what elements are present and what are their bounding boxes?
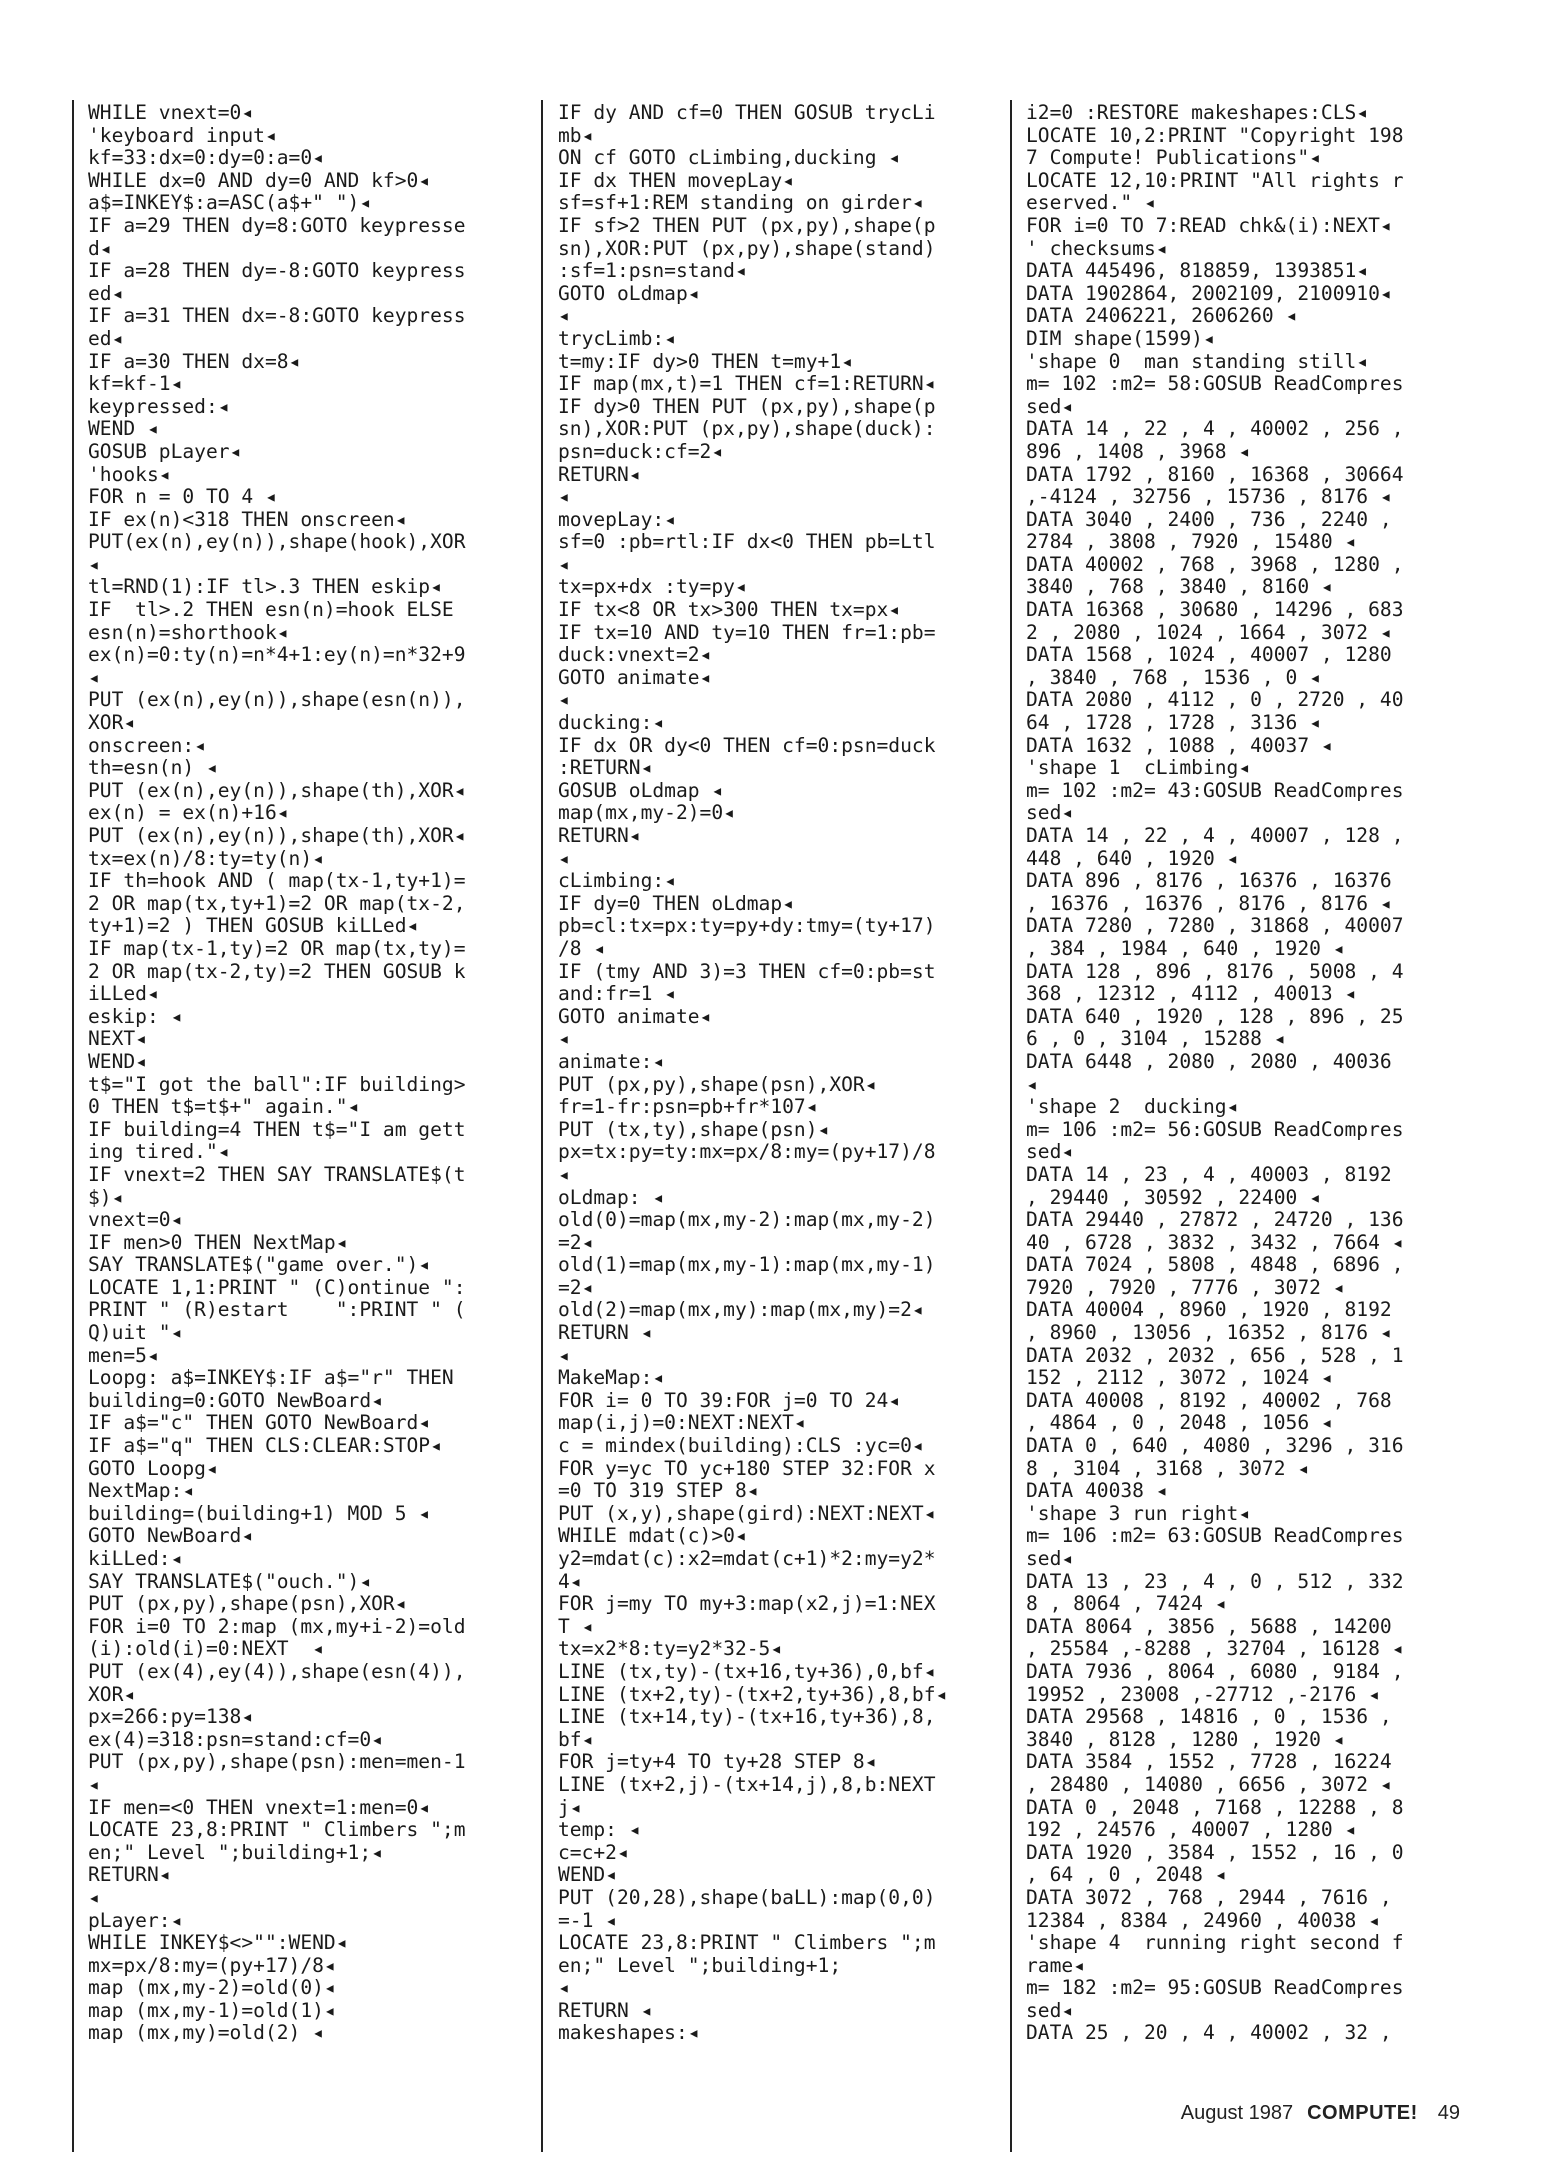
code-line: IF tl>.2 THEN esn(n)=hook ELSE (88, 598, 454, 622)
code-line: rame◂ (1026, 1953, 1085, 1977)
code-line: eskip: ◂ (88, 1004, 183, 1028)
code-line: m= 182 :m2= 95:GOSUB ReadCompres (1026, 1976, 1404, 2000)
column-rule-middle (541, 100, 543, 2152)
code-line: sed◂ (1026, 1140, 1074, 1164)
code-line: i2=0 :RESTORE makeshapes:CLS◂ (1026, 102, 1369, 124)
code-line: oLdmap: ◂ (558, 1185, 665, 1209)
code-line: 3840 , 8128 , 1280 , 1920 ◂ (1026, 1727, 1345, 1751)
code-line: 'shape 4 running right second f (1026, 1931, 1404, 1955)
code-line: IF a=30 THEN dx=8◂ (88, 349, 301, 373)
code-line: GOTO NewBoard◂ (88, 1524, 254, 1548)
code-line: tl=RND(1):IF tl>.3 THEN eskip◂ (88, 575, 442, 599)
code-line: sed◂ (1026, 1998, 1074, 2022)
code-line: :sf=1:psn=stand◂ (558, 259, 747, 283)
code-line: DATA 1568 , 1024 , 40007 , 1280 (1026, 643, 1392, 667)
code-line: building=(building+1) MOD 5 ◂ (88, 1501, 431, 1525)
code-line: GOSUB pLayer◂ (88, 439, 242, 463)
code-line: esn(n)=shorthook◂ (88, 620, 289, 644)
code-line: LOCATE 10,2:PRINT "Copyright 198 (1026, 123, 1404, 147)
code-line: ex(4)=318:psn=stand:cf=0◂ (88, 1727, 383, 1751)
code-line: fr=1-fr:psn=pb+fr*107◂ (558, 1095, 818, 1119)
code-line: IF sf>2 THEN PUT (px,py),shape(p (558, 213, 936, 237)
code-line: FOR j=ty+4 TO ty+28 STEP 8◂ (558, 1750, 877, 1774)
code-line: DATA 14 , 23 , 4 , 40003 , 8192 (1026, 1162, 1392, 1186)
code-line: tx=ex(n)/8:ty=ty(n)◂ (88, 846, 324, 870)
code-line: 'shape 0 man standing still◂ (1026, 349, 1369, 373)
code-line: IF a=28 THEN dy=-8:GOTO keypress (88, 259, 466, 283)
code-line: pLayer:◂ (88, 1908, 183, 1932)
code-line: PUT (ex(n),ey(n)),shape(th),XOR◂ (88, 778, 466, 802)
code-line: DATA 40004 , 8960 , 1920 , 8192 (1026, 1298, 1392, 1322)
code-line: =-1 ◂ (558, 1908, 617, 1932)
code-line: m= 102 :m2= 58:GOSUB ReadCompres (1026, 372, 1404, 396)
code-line: DATA 1902864, 2002109, 2100910◂ (1026, 281, 1392, 305)
code-line: 896 , 1408 , 3968 ◂ (1026, 439, 1251, 463)
column-rule-right (1010, 100, 1012, 2152)
code-line: T ◂ (558, 1614, 594, 1638)
code-line: IF (tmy AND 3)=3 THEN cf=0:pb=st (558, 959, 936, 983)
code-line: DATA 16368 , 30680 , 14296 , 683 (1026, 598, 1404, 622)
code-line: cLimbing:◂ (558, 869, 676, 893)
code-line: :RETURN◂ (558, 756, 653, 780)
code-line: DATA 2080 , 4112 , 0 , 2720 , 40 (1026, 688, 1404, 712)
code-line: XOR◂ (88, 711, 136, 735)
code-line: RETURN ◂ (558, 1321, 653, 1345)
code-line: en;" Level ";building+1; (558, 1953, 842, 1977)
code-line: ◂ (558, 552, 570, 576)
code-line: en;" Level ";building+1;◂ (88, 1840, 383, 1864)
code-line: tx=px+dx :ty=py◂ (558, 575, 747, 599)
code-line: , 25584 ,-8288 , 32704 , 16128 ◂ (1026, 1637, 1404, 1661)
code-line: RETURN◂ (88, 1863, 171, 1887)
code-line: y2=mdat(c):x2=mdat(c+1)*2:my=y2* (558, 1547, 936, 1570)
code-line: 6 , 0 , 3104 , 15288 ◂ (1026, 1027, 1286, 1051)
code-line: $)◂ (88, 1185, 124, 1209)
code-line: IF dy>0 THEN PUT (px,py),shape(p (558, 394, 936, 418)
code-line: 152 , 2112 , 3072 , 1024 ◂ (1026, 1366, 1333, 1390)
code-line: WEND◂ (558, 1863, 617, 1887)
code-line: j◂ (558, 1795, 582, 1819)
code-line: 192 , 24576 , 40007 , 1280 ◂ (1026, 1818, 1357, 1842)
code-line: WHILE vnext=0◂ (88, 102, 254, 124)
code-line: DATA 25 , 20 , 4 , 40002 , 32 , (1026, 2021, 1392, 2045)
code-line: px=tx:py=ty:mx=px/8:my=(py+17)/8 (558, 1140, 936, 1164)
code-line: =0 TO 319 STEP 8◂ (558, 1479, 759, 1503)
code-line: DATA 0 , 2048 , 7168 , 12288 , 8 (1026, 1795, 1404, 1819)
code-line: map(i,j)=0:NEXT:NEXT◂ (558, 1411, 806, 1435)
code-line: PUT (x,y),shape(gird):NEXT:NEXT◂ (558, 1501, 936, 1525)
code-line: 7920 , 7920 , 7776 , 3072 ◂ (1026, 1275, 1345, 1299)
code-line: IF dx OR dy<0 THEN cf=0:psn=duck (558, 733, 936, 757)
code-line: ed◂ (88, 281, 124, 305)
code-line: DATA 896 , 8176 , 16376 , 16376 (1026, 869, 1392, 893)
code-line: m= 106 :m2= 56:GOSUB ReadCompres (1026, 1117, 1404, 1141)
code-line: DATA 7280 , 7280 , 31868 , 40007 (1026, 914, 1404, 938)
code-line: PUT (px,py),shape(psn),XOR◂ (558, 1072, 877, 1096)
code-line: DATA 8064 , 3856 , 5688 , 14200 (1026, 1614, 1392, 1638)
code-line: 8 , 8064 , 7424 ◂ (1026, 1592, 1227, 1616)
code-line: PUT (ex(4),ey(4)),shape(esn(4)), (88, 1659, 466, 1683)
code-line: DATA 640 , 1920 , 128 , 896 , 25 (1026, 1004, 1404, 1028)
code-line: ◂ (558, 304, 570, 328)
code-line: GOTO Loopg◂ (88, 1456, 218, 1480)
code-line: GOTO oLdmap◂ (558, 281, 700, 305)
code-line: 2 OR map(tx-2,ty)=2 THEN GOSUB k (88, 959, 466, 983)
code-line: DATA 3072 , 768 , 2944 , 7616 , (1026, 1885, 1392, 1909)
code-line: IF dy=0 THEN oLdmap◂ (558, 891, 794, 915)
code-line: DATA 0 , 640 , 4080 , 3296 , 316 (1026, 1434, 1404, 1458)
code-line: ◂ (558, 1162, 570, 1186)
code-line: 'shape 2 ducking◂ (1026, 1095, 1239, 1119)
code-line: sn),XOR:PUT (px,py),shape(stand) (558, 236, 936, 260)
code-line: c = mindex(building):CLS :yc=0◂ (558, 1434, 924, 1458)
code-line: ◂ (88, 1772, 100, 1796)
code-line: FOR j=my TO my+3:map(x2,j)=1:NEX (558, 1592, 936, 1616)
code-line: PUT (px,py),shape(psn),XOR◂ (88, 1592, 407, 1616)
code-line: IF tx=10 AND ty=10 THEN fr=1:pb= (558, 620, 936, 644)
code-line: makeshapes:◂ (558, 2021, 700, 2045)
code-line: DATA 29440 , 27872 , 24720 , 136 (1026, 1208, 1404, 1232)
code-line: keypressed:◂ (88, 394, 230, 418)
code-line: 64 , 1728 , 1728 , 3136 ◂ (1026, 711, 1321, 735)
code-line: pb=cl:tx=px:ty=py+dy:tmy=(ty+17) (558, 914, 936, 938)
page-footer (1181, 2102, 1460, 2125)
code-line: DATA 1920 , 3584 , 1552 , 16 , 0 (1026, 1840, 1404, 1864)
code-line: d◂ (88, 236, 112, 260)
listing-column-2 (558, 102, 998, 2045)
code-line: ,-4124 , 32756 , 15736 , 8176 ◂ (1026, 485, 1392, 509)
code-line: FOR i=0 TO 2:map (mx,my+i-2)=old (88, 1614, 466, 1638)
code-line: map (mx,my-2)=old(0)◂ (88, 1976, 336, 2000)
code-line: PUT (px,py),shape(psn):men=men-1 (88, 1750, 466, 1774)
code-line: 'shape 3 run right◂ (1026, 1501, 1251, 1525)
code-line: DATA 2406221, 2606260 ◂ (1026, 304, 1298, 328)
code-line: LINE (tx+2,ty)-(tx+2,ty+36),8,bf◂ (558, 1682, 948, 1706)
code-line: a$=INKEY$:a=ASC(a$+" ")◂ (88, 191, 372, 215)
code-line: old(2)=map(mx,my):map(mx,my)=2◂ (558, 1298, 924, 1322)
code-line: , 8960 , 13056 , 16352 , 8176 ◂ (1026, 1321, 1392, 1345)
code-line: vnext=0◂ (88, 1208, 183, 1232)
code-line: map (mx,my)=old(2) ◂ (88, 2021, 324, 2045)
code-line: px=266:py=138◂ (88, 1705, 254, 1729)
code-line: movepLay:◂ (558, 507, 676, 531)
code-line: IF map(tx-1,ty)=2 OR map(tx,ty)= (88, 936, 466, 960)
code-line: sn),XOR:PUT (px,py),shape(duck): (558, 417, 936, 441)
code-line: men=5◂ (88, 1343, 159, 1367)
code-line: old(1)=map(mx,my-1):map(mx,my-1) (558, 1253, 936, 1277)
code-line: 448 , 640 , 1920 ◂ (1026, 846, 1239, 870)
page-number: 49 (1437, 2102, 1460, 2124)
code-line: DATA 445496, 818859, 1393851◂ (1026, 259, 1369, 283)
code-line: LOCATE 12,10:PRINT "All rights r (1026, 168, 1404, 192)
code-line: IF dy AND cf=0 THEN GOSUB trycLi (558, 102, 936, 124)
code-line: ON cf GOTO cLimbing,ducking ◂ (558, 146, 901, 170)
code-line: DATA 40002 , 768 , 3968 , 1280 , (1026, 552, 1404, 576)
code-line: FOR y=yc TO yc+180 STEP 32:FOR x (558, 1456, 936, 1480)
code-line: , 4864 , 0 , 2048 , 1056 ◂ (1026, 1411, 1333, 1435)
code-line: ◂ (558, 485, 570, 509)
code-line: PUT (ex(n),ey(n)),shape(th),XOR◂ (88, 824, 466, 847)
code-line: =2◂ (558, 1275, 594, 1299)
code-line: DATA 7024 , 5808 , 4848 , 6896 , (1026, 1253, 1404, 1277)
code-line: trycLimb:◂ (558, 326, 676, 350)
code-line: DATA 7936 , 8064 , 6080 , 9184 , (1026, 1659, 1404, 1683)
code-line: WHILE mdat(c)>0◂ (558, 1524, 747, 1548)
code-line: IF dx THEN movepLay◂ (558, 168, 794, 192)
code-line: sed◂ (1026, 1547, 1074, 1570)
code-line: ◂ (88, 665, 100, 689)
code-line: bf◂ (558, 1727, 594, 1751)
code-line: 2 , 2080 , 1024 , 1664 , 3072 ◂ (1026, 620, 1392, 644)
code-line: sf=sf+1:REM standing on girder◂ (558, 191, 924, 215)
code-line: , 3840 , 768 , 1536 , 0 ◂ (1026, 665, 1321, 689)
code-line: RETURN ◂ (558, 1998, 653, 2022)
code-line: LINE (tx,ty)-(tx+16,ty+36),0,bf◂ (558, 1659, 936, 1683)
code-line: FOR i= 0 TO 39:FOR j=0 TO 24◂ (558, 1388, 901, 1412)
code-line: m= 106 :m2= 63:GOSUB ReadCompres (1026, 1524, 1404, 1548)
code-line: /8 ◂ (558, 936, 606, 960)
code-line: 19952 , 23008 ,-27712 ,-2176 ◂ (1026, 1682, 1380, 1706)
code-line: 368 , 12312 , 4112 , 40013 ◂ (1026, 982, 1357, 1006)
code-line: DATA 3040 , 2400 , 736 , 2240 , (1026, 507, 1392, 531)
code-line: IF a$="c" THEN GOTO NewBoard◂ (88, 1411, 431, 1435)
code-line: WHILE dx=0 AND dy=0 AND kf>0◂ (88, 168, 431, 192)
code-line: iLLed◂ (88, 982, 159, 1006)
code-line: 12384 , 8384 , 24960 , 40038 ◂ (1026, 1908, 1380, 1932)
code-line: old(0)=map(mx,my-2):map(mx,my-2) (558, 1208, 936, 1232)
code-line: c=c+2◂ (558, 1840, 629, 1864)
code-line: ed◂ (88, 326, 124, 350)
code-line: sed◂ (1026, 801, 1074, 825)
code-line: LOCATE 1,1:PRINT " (C)ontinue ": (88, 1275, 466, 1299)
code-line: mx=px/8:my=(py+17)/8◂ (88, 1953, 336, 1977)
code-line: and:fr=1 ◂ (558, 982, 676, 1006)
code-line: 'hooks◂ (88, 462, 171, 486)
code-line: GOTO animate◂ (558, 1004, 712, 1028)
code-line: =2◂ (558, 1230, 594, 1254)
code-line: sf=0 :pb=rtl:IF dx<0 THEN pb=Ltl (558, 530, 936, 554)
issue-date: August 1987 (1180, 2102, 1294, 2124)
code-line: ex(n) = ex(n)+16◂ (88, 801, 289, 825)
code-line: , 28480 , 14080 , 6656 , 3072 ◂ (1026, 1772, 1392, 1796)
code-line: DATA 6448 , 2080 , 2080 , 40036 (1026, 1049, 1392, 1073)
code-line: temp: ◂ (558, 1818, 641, 1842)
code-line: building=0:GOTO NewBoard◂ (88, 1388, 383, 1412)
code-line: , 384 , 1984 , 640 , 1920 ◂ (1026, 936, 1345, 960)
code-line: map (mx,my-1)=old(1)◂ (88, 1998, 336, 2022)
code-line: t=my:IF dy>0 THEN t=my+1◂ (558, 349, 853, 373)
listing-column-1 (88, 102, 528, 2045)
code-line: PUT (tx,ty),shape(psn)◂ (558, 1117, 830, 1141)
code-line: DATA 128 , 896 , 8176 , 5008 , 4 (1026, 959, 1404, 983)
code-line: ◂ (558, 1027, 570, 1051)
code-line: th=esn(n) ◂ (88, 756, 218, 780)
code-line: ◂ (1026, 1072, 1038, 1096)
code-line: SAY TRANSLATE$("game over.")◂ (88, 1253, 431, 1277)
code-line: DATA 3584 , 1552 , 7728 , 16224 (1026, 1750, 1392, 1774)
code-line: DATA 29568 , 14816 , 0 , 1536 , (1026, 1705, 1392, 1729)
code-line: DATA 1632 , 1088 , 40037 ◂ (1026, 733, 1333, 757)
code-line: ◂ (558, 1976, 570, 2000)
code-line: IF th=hook AND ( map(tx-1,ty+1)= (88, 869, 466, 893)
code-line: DATA 14 , 22 , 4 , 40007 , 128 , (1026, 824, 1404, 847)
code-line: 'keyboard input◂ (88, 123, 277, 147)
code-line: LOCATE 23,8:PRINT " Climbers ";m (88, 1818, 466, 1842)
code-line: IF a=31 THEN dx=-8:GOTO keypress (88, 304, 466, 328)
code-line: PUT(ex(n),ey(n)),shape(hook),XOR (88, 530, 466, 554)
code-line: WEND ◂ (88, 417, 159, 441)
code-line: PRINT " (R)estart ":PRINT " ( (88, 1298, 466, 1322)
code-line: ◂ (558, 1343, 570, 1367)
code-line: LINE (tx+14,ty)-(tx+16,ty+36),8, (558, 1705, 936, 1729)
code-line: IF a=29 THEN dy=8:GOTO keypresse (88, 213, 466, 237)
code-line: GOSUB oLdmap ◂ (558, 778, 724, 802)
code-line: ◂ (558, 688, 570, 712)
code-line: NEXT◂ (88, 1027, 147, 1051)
code-line: kf=kf-1◂ (88, 372, 183, 396)
code-line: (i):old(i)=0:NEXT ◂ (88, 1637, 324, 1661)
code-line: ◂ (88, 1885, 100, 1909)
code-line: DATA 40008 , 8192 , 40002 , 768 (1026, 1388, 1392, 1412)
code-line: IF vnext=2 THEN SAY TRANSLATE$(t (88, 1162, 466, 1186)
code-line: Loopg: a$=INKEY$:IF a$="r" THEN (88, 1366, 454, 1390)
code-line: ing tired."◂ (88, 1140, 230, 1164)
code-line: sed◂ (1026, 394, 1074, 418)
code-line: DATA 40038 ◂ (1026, 1479, 1168, 1503)
code-line: ty+1)=2 ) THEN GOSUB kiLLed◂ (88, 914, 419, 938)
code-line: Q)uit "◂ (88, 1321, 183, 1345)
code-line: RETURN◂ (558, 462, 641, 486)
code-line: 3840 , 768 , 3840 , 8160 ◂ (1026, 575, 1333, 599)
code-line: tx=x2*8:ty=y2*32-5◂ (558, 1637, 783, 1661)
code-line: DATA 14 , 22 , 4 , 40002 , 256 , (1026, 417, 1404, 441)
code-line: ex(n)=0:ty(n)=n*4+1:ey(n)=n*32+9 (88, 643, 466, 667)
code-line: 7 Compute! Publications"◂ (1026, 146, 1321, 170)
code-line: ◂ (88, 552, 100, 576)
code-line: LOCATE 23,8:PRINT " Climbers ";m (558, 1931, 936, 1955)
code-line: GOTO animate◂ (558, 665, 712, 689)
code-line: , 29440 , 30592 , 22400 ◂ (1026, 1185, 1321, 1209)
code-line: m= 102 :m2= 43:GOSUB ReadCompres (1026, 778, 1404, 802)
code-line: MakeMap:◂ (558, 1366, 665, 1390)
code-line: XOR◂ (88, 1682, 136, 1706)
code-line: NextMap:◂ (88, 1479, 195, 1503)
code-line: IF men>0 THEN NextMap◂ (88, 1230, 348, 1254)
code-line: 2 OR map(tx,ty+1)=2 OR map(tx-2, (88, 891, 466, 915)
code-line: eserved." ◂ (1026, 191, 1156, 215)
code-line: mb◂ (558, 123, 594, 147)
column-rule-left (72, 100, 74, 2152)
code-line: DATA 1792 , 8160 , 16368 , 30664 (1026, 462, 1404, 486)
code-line: FOR i=0 TO 7:READ chk&(i):NEXT◂ (1026, 213, 1392, 237)
code-line: ◂ (558, 846, 570, 870)
code-line: ducking:◂ (558, 711, 665, 735)
code-line: LINE (tx+2,j)-(tx+14,j),8,b:NEXT (558, 1772, 936, 1796)
code-line: SAY TRANSLATE$("ouch.")◂ (88, 1569, 372, 1593)
code-line: 0 THEN t$=t$+" again."◂ (88, 1095, 360, 1119)
magazine-name: COMPUTE! (1307, 2102, 1418, 2124)
code-line: duck:vnext=2◂ (558, 643, 712, 667)
code-line: DATA 13 , 23 , 4 , 0 , 512 , 332 (1026, 1569, 1404, 1593)
code-line: IF ex(n)<318 THEN onscreen◂ (88, 507, 407, 531)
code-line: kiLLed:◂ (88, 1547, 183, 1570)
code-line: PUT (20,28),shape(baLL):map(0,0) (558, 1885, 936, 1909)
code-line: t$="I got the ball":IF building> (88, 1072, 466, 1096)
code-line: PUT (ex(n),ey(n)),shape(esn(n)), (88, 688, 466, 712)
code-line: 2784 , 3808 , 7920 , 15480 ◂ (1026, 530, 1357, 554)
code-line: DATA 2032 , 2032 , 656 , 528 , 1 (1026, 1343, 1404, 1367)
code-line: animate:◂ (558, 1049, 665, 1073)
code-line: onscreen:◂ (88, 733, 206, 757)
code-line: map(mx,my-2)=0◂ (558, 801, 735, 825)
code-line: WEND◂ (88, 1049, 147, 1073)
code-line: IF a$="q" THEN CLS:CLEAR:STOP◂ (88, 1434, 442, 1458)
code-line: psn=duck:cf=2◂ (558, 439, 724, 463)
code-line: IF map(mx,t)=1 THEN cf=1:RETURN◂ (558, 372, 936, 396)
code-line: 8 , 3104 , 3168 , 3072 ◂ (1026, 1456, 1310, 1480)
code-line: RETURN◂ (558, 824, 641, 847)
code-line: FOR n = 0 TO 4 ◂ (88, 485, 277, 509)
code-line: ' checksums◂ (1026, 236, 1168, 260)
code-line: IF men=<0 THEN vnext=1:men=0◂ (88, 1795, 431, 1819)
code-line: , 16376 , 16376 , 8176 , 8176 ◂ (1026, 891, 1392, 915)
code-line: 'shape 1 cLimbing◂ (1026, 756, 1251, 780)
code-line: IF tx<8 OR tx>300 THEN tx=px◂ (558, 598, 901, 622)
code-line: 40 , 6728 , 3832 , 3432 , 7664 ◂ (1026, 1230, 1404, 1254)
code-line: 4◂ (558, 1569, 582, 1593)
code-line: kf=33:dx=0:dy=0:a=0◂ (88, 146, 324, 170)
code-line: WHILE INKEY$<>"":WEND◂ (88, 1931, 348, 1955)
code-line: DIM shape(1599)◂ (1026, 326, 1215, 350)
listing-column-3 (1026, 102, 1476, 2045)
code-line: , 64 , 0 , 2048 ◂ (1026, 1863, 1227, 1887)
code-line: IF building=4 THEN t$="I am gett (88, 1117, 466, 1141)
